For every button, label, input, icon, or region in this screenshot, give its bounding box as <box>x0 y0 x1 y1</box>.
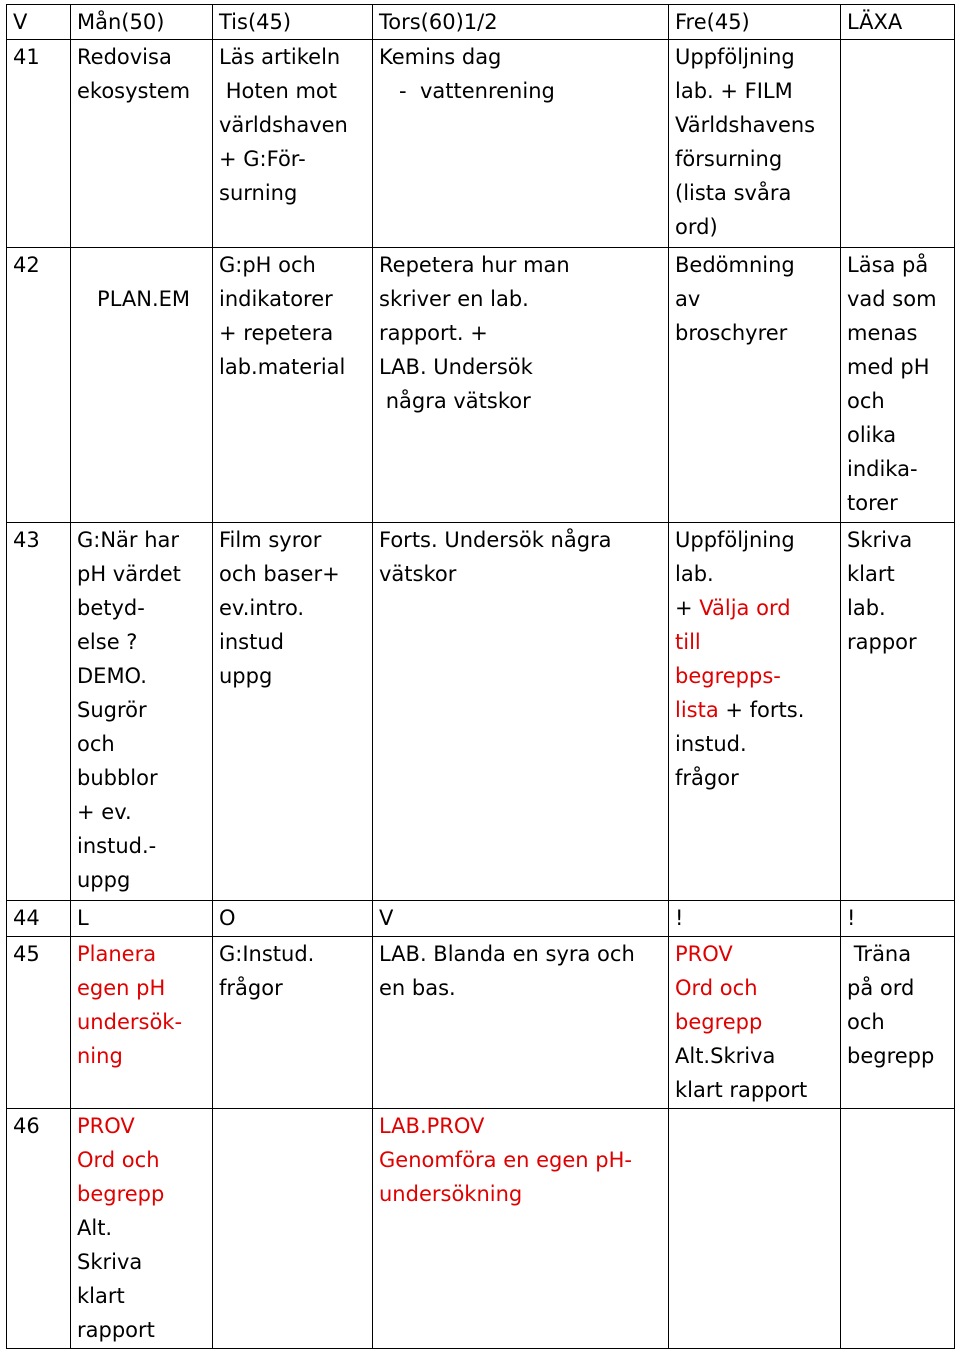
cell-text: PROV Ord och begrepp <box>77 1114 165 1206</box>
cell-text: ! <box>847 906 856 930</box>
cell-thursday <box>373 937 669 1109</box>
cell-text: G:När har pH värdet betyd- else ? DEMO. Sugrör och bubblor + ev. instud.- uppg <box>77 528 181 892</box>
cell-text: Uppföljning lab. + <box>675 528 795 620</box>
cell-text: V <box>379 906 394 930</box>
cell-text: PLAN.EM <box>97 287 191 311</box>
cell-text: Träna på ord och begrepp <box>847 942 935 1068</box>
cell-tuesday <box>213 40 373 248</box>
cell-text: Bedömning av broschyrer <box>675 253 795 345</box>
cell-text: O <box>219 906 236 930</box>
cell-monday <box>71 40 213 248</box>
cell-text: PROV Ord och begrepp <box>675 942 763 1034</box>
header-monday: Mån(50) <box>71 5 213 40</box>
cell-monday <box>71 901 213 937</box>
cell-friday <box>669 248 841 523</box>
cell-text: Skriva klart lab. rappor <box>847 528 917 654</box>
cell-text: Läs artikeln Hoten mot världshaven + G:För- surning <box>219 45 348 205</box>
week-row-42 <box>7 248 955 523</box>
cell-text: G:Instud. frågor <box>219 942 315 1000</box>
cell-text: Redovisa ekosystem <box>77 45 191 103</box>
cell-homework <box>841 901 955 937</box>
week-row-43 <box>7 523 955 901</box>
cell-monday <box>71 248 213 523</box>
cell-homework <box>841 248 955 523</box>
cell-tuesday <box>213 523 373 901</box>
week-row-45 <box>7 937 955 1109</box>
cell-text: G:pH och indikatorer + repetera lab.material <box>219 253 346 379</box>
cell-friday <box>669 1109 841 1349</box>
cell-homework <box>841 523 955 901</box>
cell-homework <box>841 937 955 1109</box>
cell-homework <box>841 40 955 248</box>
week-number: 41 <box>7 40 71 248</box>
cell-text: LAB.PROV Genomföra en egen pH- undersökning <box>379 1114 632 1206</box>
cell-friday <box>669 523 841 901</box>
cell-tuesday <box>213 901 373 937</box>
cell-monday <box>71 937 213 1109</box>
header-row <box>7 5 955 40</box>
cell-monday <box>71 523 213 901</box>
cell-text: Planera egen pH undersök- ning <box>77 942 183 1068</box>
cell-thursday <box>373 523 669 901</box>
cell-tuesday <box>213 1109 373 1349</box>
schedule-body <box>7 40 955 1349</box>
header-homework: LÄXA <box>841 5 955 40</box>
week-number: 45 <box>7 937 71 1109</box>
cell-text: Kemins dag - vattenrening <box>379 45 555 103</box>
header-friday: Fre(45) <box>669 5 841 40</box>
cell-homework <box>841 1109 955 1349</box>
week-number: 42 <box>7 248 71 523</box>
week-number: 43 <box>7 523 71 901</box>
cell-thursday <box>373 40 669 248</box>
week-row-44 <box>7 901 955 937</box>
cell-text: Välja ord till begrepps- lista <box>675 596 791 722</box>
week-row-46 <box>7 1109 955 1349</box>
cell-text: Alt.Skriva klart rapport <box>675 1044 808 1102</box>
cell-thursday <box>373 248 669 523</box>
cell-text: Läsa på vad som menas med pH och olika indika- torer <box>847 253 937 515</box>
header-week: V <box>7 5 71 40</box>
cell-text: Forts. Undersök några vätskor <box>379 528 612 586</box>
week-number: 46 <box>7 1109 71 1349</box>
cell-text: LAB. Blanda en syra och en bas. <box>379 942 635 1000</box>
cell-friday <box>669 937 841 1109</box>
schedule-table <box>6 4 955 1349</box>
cell-text: Uppföljning lab. + FILM Världshavens försurning (lista svåra ord) <box>675 45 816 239</box>
cell-text: Film syror och baser+ ev.intro. instud uppg <box>219 528 340 688</box>
cell-friday <box>669 40 841 248</box>
cell-text: ! <box>675 906 684 930</box>
cell-text: Alt. Skriva klart rapport <box>77 1216 155 1342</box>
cell-monday <box>71 1109 213 1349</box>
cell-friday <box>669 901 841 937</box>
cell-text: L <box>77 906 89 930</box>
cell-text: + forts. instud. frågor <box>675 698 805 790</box>
header-tuesday: Tis(45) <box>213 5 373 40</box>
cell-thursday <box>373 901 669 937</box>
cell-thursday <box>373 1109 669 1349</box>
cell-text: Repetera hur man skriver en lab. rapport. + LAB. Undersök några vätskor <box>379 253 570 413</box>
cell-tuesday <box>213 937 373 1109</box>
week-row-41 <box>7 40 955 248</box>
cell-tuesday <box>213 248 373 523</box>
week-number: 44 <box>7 901 71 937</box>
header-thursday: Tors(60)1/2 <box>373 5 669 40</box>
